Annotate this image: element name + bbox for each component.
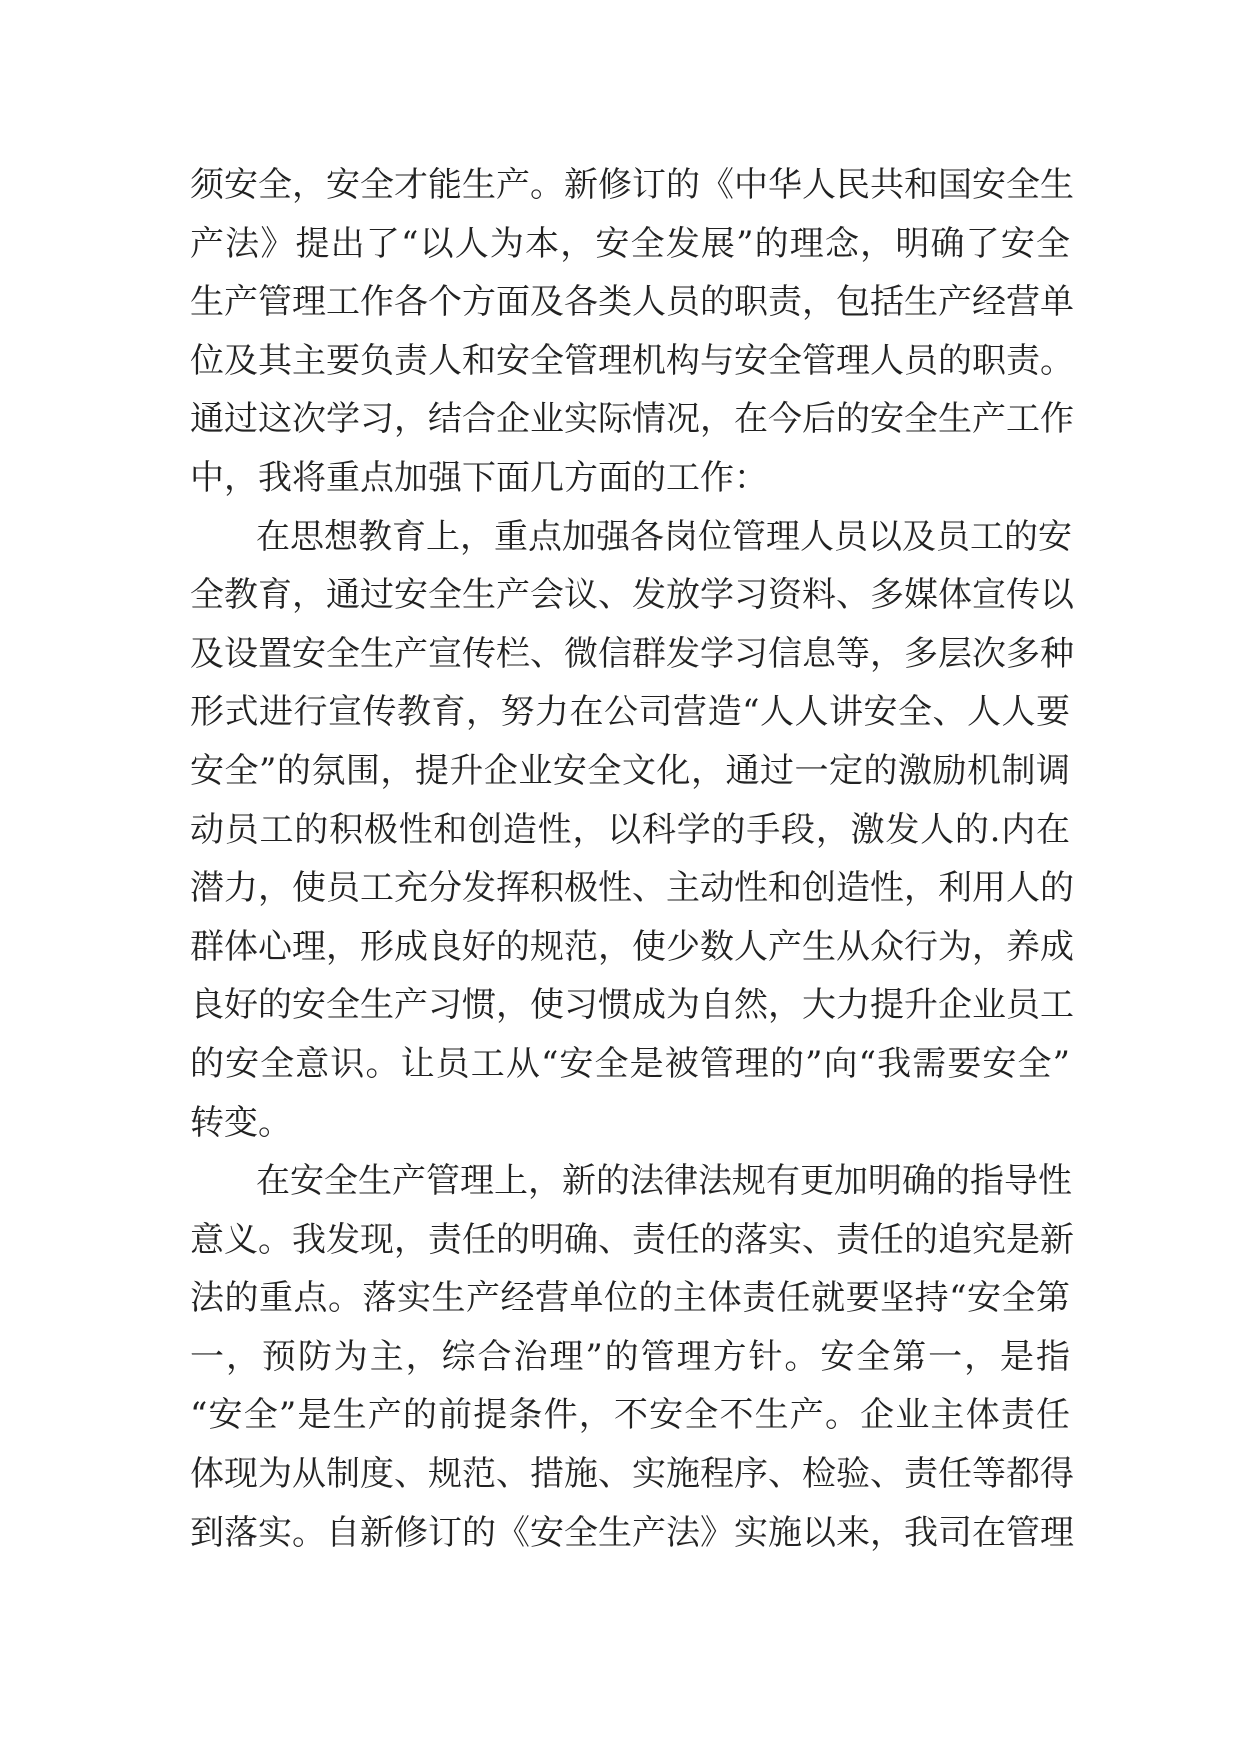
text-line: 全教育，通过安全生产会议、发放学习资料、多媒体宣传以 xyxy=(190,575,1074,616)
text-line: 及设置安全生产宣传栏、微信群发学习信息等，多层次多种 xyxy=(190,633,1074,674)
text-line: “安全”是生产的前提条件，不安全不生产。企业主体责任 xyxy=(190,1395,1070,1436)
text-line: 法的重点。落实生产经营单位的主体责任就要坚持“安全第 xyxy=(190,1278,1070,1319)
text-line: 潜力，使员工充分发挥积极性、主动性和创造性，利用人的 xyxy=(190,868,1074,909)
text-line: 产法》提出了“以人为本，安全发展”的理念，明确了安全 xyxy=(190,223,1070,264)
text-line: 位及其主要负责人和安全管理机构与安全管理人员的职责。 xyxy=(190,340,1074,381)
text-line: 良好的安全生产习惯，使习惯成为自然，大力提升企业员工 xyxy=(190,985,1074,1026)
text-line: 安全”的氛围，提升企业安全文化，通过一定的激励机制调 xyxy=(190,750,1070,791)
text-line: 形式进行宣传教育，努力在公司营造“人人讲安全、人人要 xyxy=(190,692,1070,733)
text-line: 生产管理工作各个方面及各类人员的职责，包括生产经营单 xyxy=(190,282,1074,323)
text-line: 转变。 xyxy=(190,1102,292,1143)
text-line: 体现为从制度、规范、措施、实施程序、检验、责任等都得 xyxy=(190,1454,1074,1495)
paragraph-first-line: 在安全生产管理上，新的法律法规有更加明确的指导性 xyxy=(256,1161,1072,1202)
text-line: 中，我将重点加强下面几方面的工作： xyxy=(190,457,768,498)
body-text xyxy=(190,156,1074,1562)
text-line: 动员工的积极性和创造性，以科学的手段，激发人的.内在 xyxy=(190,809,1070,850)
paragraph-first-line: 在思想教育上，重点加强各岗位管理人员以及员工的安 xyxy=(256,516,1072,557)
text-line: 意义。我发现，责任的明确、责任的落实、责任的追究是新 xyxy=(190,1219,1074,1260)
text-line: 须安全，安全才能生产。新修订的《中华人民共和国安全生 xyxy=(190,165,1074,205)
text-line: 群体心理，形成良好的规范，使少数人产生从众行为，养成 xyxy=(190,926,1074,967)
text-line: 到落实。自新修订的《安全生产法》实施以来，我司在管理 xyxy=(190,1512,1074,1553)
text-line: 一，预防为主，综合治理”的管理方针。安全第一，是指 xyxy=(190,1336,1070,1377)
text-line: 通过这次学习，结合企业实际情况，在今后的安全生产工作 xyxy=(190,399,1074,440)
text-line: 的安全意识。让员工从“安全是被管理的”向“我需要安全” xyxy=(190,1043,1070,1084)
